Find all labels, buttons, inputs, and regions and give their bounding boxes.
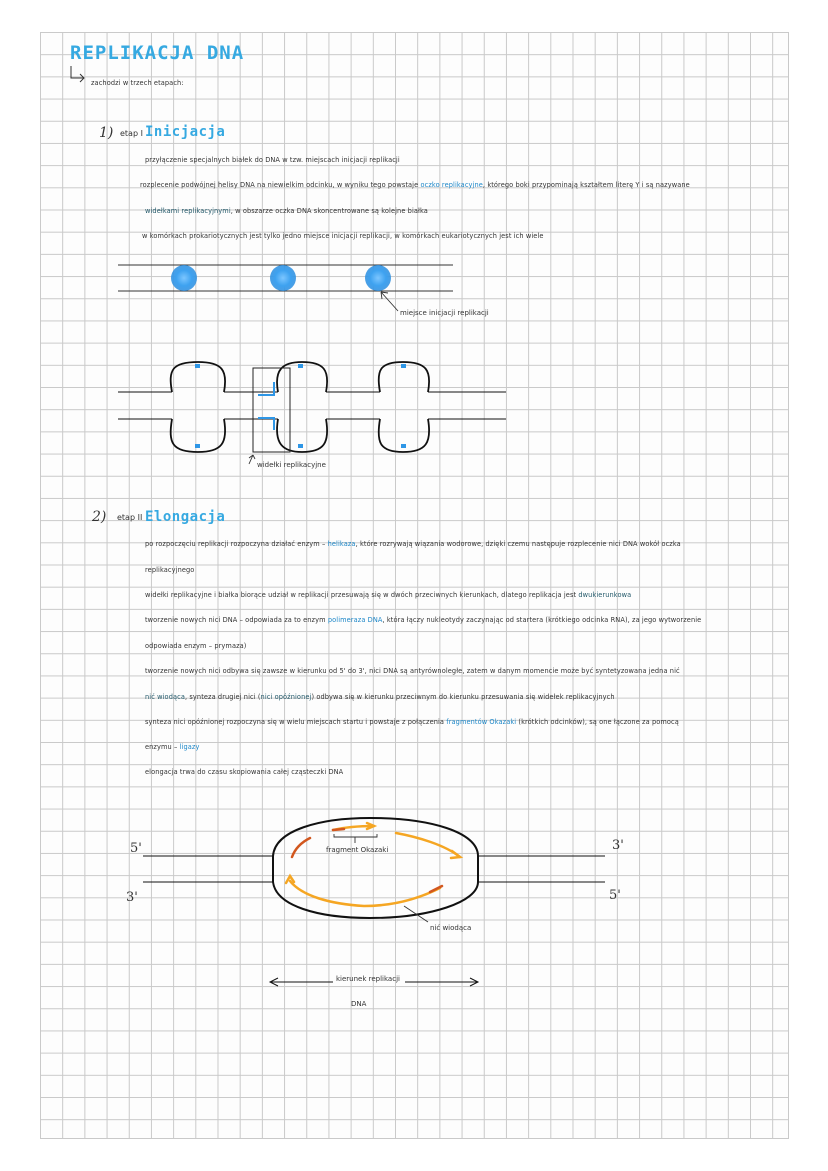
- term-helicase: helikaza: [327, 540, 356, 548]
- stage2-label: etap II: [117, 513, 143, 522]
- label-replication-fork: widełki replikacyjne: [257, 461, 326, 469]
- origin-dot: [365, 265, 391, 291]
- stage1-line-1: przyłączenie specjalnych białek do DNA w tzw. miejscach inicjacji replikacji: [145, 156, 400, 164]
- origin-dot: [171, 265, 197, 291]
- term-replication-forks: widełkami replikacyjnymi: [145, 207, 231, 215]
- term-okazaki-fragments: fragmentów Okazaki: [446, 718, 517, 726]
- elongation-bubble: [273, 818, 478, 918]
- replication-bubbles: [118, 362, 506, 452]
- term-bidirectional: dwukierunkowa: [578, 591, 632, 599]
- label-okazaki-fragment: fragment Okazaki: [326, 846, 389, 854]
- stage1-line-4: w komórkach prokariotycznych jest tylko jedno miejsce inicjacji replikacji, w komórkach eukariotycznych jest ich wiele: [142, 232, 544, 240]
- label-direction-line2: DNA: [351, 1000, 367, 1008]
- label-3prime-bottom-left: 3': [126, 890, 138, 905]
- stage1-heading: Inicjacja: [145, 124, 226, 140]
- okazaki-bracket: [334, 834, 377, 837]
- stage1-number: 1): [99, 125, 114, 141]
- stage2-line-6: tworzenie nowych nici odbywa się zawsze w kierunku od 5' do 3', nici DNA są antyrównoległe, zatem w danym momencie może być syntetyzowana jedna nić: [145, 667, 680, 675]
- stage2-heading: Elongacja: [145, 509, 226, 525]
- origin-pointer-arrow: [381, 292, 398, 311]
- label-3prime-top-right: 3': [612, 838, 624, 853]
- stage1-line-3: widełkami replikacyjnymi, w obszarze oczka DNA skoncentrowane są kolejne białka: [145, 207, 428, 215]
- label-direction-line1: kierunek replikacji: [336, 975, 400, 983]
- fork-highlight-box: [253, 368, 290, 452]
- page-title: REPLIKACJA DNA: [70, 42, 245, 64]
- fork-blue-marks: [195, 364, 406, 448]
- stage1-line-2: rozplecenie podwójnej helisy DNA na niewielkim odcinku, w wyniku tego powstaje oczko replikacyjne, którego boki przypominają kształtem literę Y i są nazywane: [140, 181, 690, 189]
- stage2-line-4: tworzenie nowych nici DNA – odpowiada za to enzym polimeraza DNA, która łączy nukleotydy zaczynając od startera (krótkiego odcinka RNA), za jego wytworzenie: [145, 616, 702, 624]
- label-leading-strand: nić wiodąca: [430, 924, 472, 932]
- stage2-line-2: replikacyjnego: [145, 566, 195, 574]
- fork-pointer-arrow: [249, 455, 255, 464]
- stage2-line-8: synteza nici opóźnionej rozpoczyna się w wielu miejscach startu i powstaje z połączenia fragmentów Okazaki (krótkich odcinków), są one łączone za pomocą: [145, 718, 679, 726]
- fork-new-strands: [258, 382, 274, 430]
- term-dna-polymerase: polimeraza DNA: [327, 616, 383, 624]
- term-leading-strand: nić wiodąca: [145, 693, 185, 701]
- intro-arrow-icon: [71, 66, 84, 82]
- term-replication-eye: oczko replikacyjne: [420, 181, 483, 189]
- stage2-line-10: elongacja trwa do czasu skopiowania całej cząsteczki DNA: [145, 768, 344, 776]
- stage2-number: 2): [92, 509, 107, 525]
- stage2-line-1: po rozpoczęciu replikacji rozpoczyna działać enzym – helikaza, które rozrywają wiązania wodorowe, dzięki czemu następuje rozplecenie nici DNA wokół oczka: [145, 540, 681, 548]
- label-5prime-top-left: 5': [130, 841, 142, 856]
- stage1-label: etap I: [120, 129, 143, 138]
- term-lagging-strand: nici opóźnionej: [260, 693, 312, 701]
- stage2-line-3: widełki replikacyjne i białka biorące udział w replikacji przesuwają się w dwóch przeciwnych kierunkach, dlatego replikacja jest dwukierunkowa: [145, 591, 632, 599]
- label-origin-of-replication: miejsce inicjacji replikacji: [400, 309, 489, 317]
- intro-text: zachodzi w trzech etapach:: [91, 79, 184, 87]
- stage2-line-5: odpowiada enzym – prymaza): [145, 642, 247, 650]
- origin-dot: [270, 265, 296, 291]
- stage2-line-7: nić wiodąca, synteza drugiej nici (nici opóźnionej) odbywa się w kierunku przeciwnym do kierunku przesuwania się widełek replikacyjnych: [145, 693, 615, 701]
- okazaki-fragments: [286, 823, 460, 906]
- stage2-line-9: enzymu – ligazy: [145, 743, 200, 751]
- term-ligase: ligazy: [179, 743, 200, 751]
- elongation-dna: [143, 856, 605, 882]
- label-5prime-bottom-right: 5': [609, 888, 621, 903]
